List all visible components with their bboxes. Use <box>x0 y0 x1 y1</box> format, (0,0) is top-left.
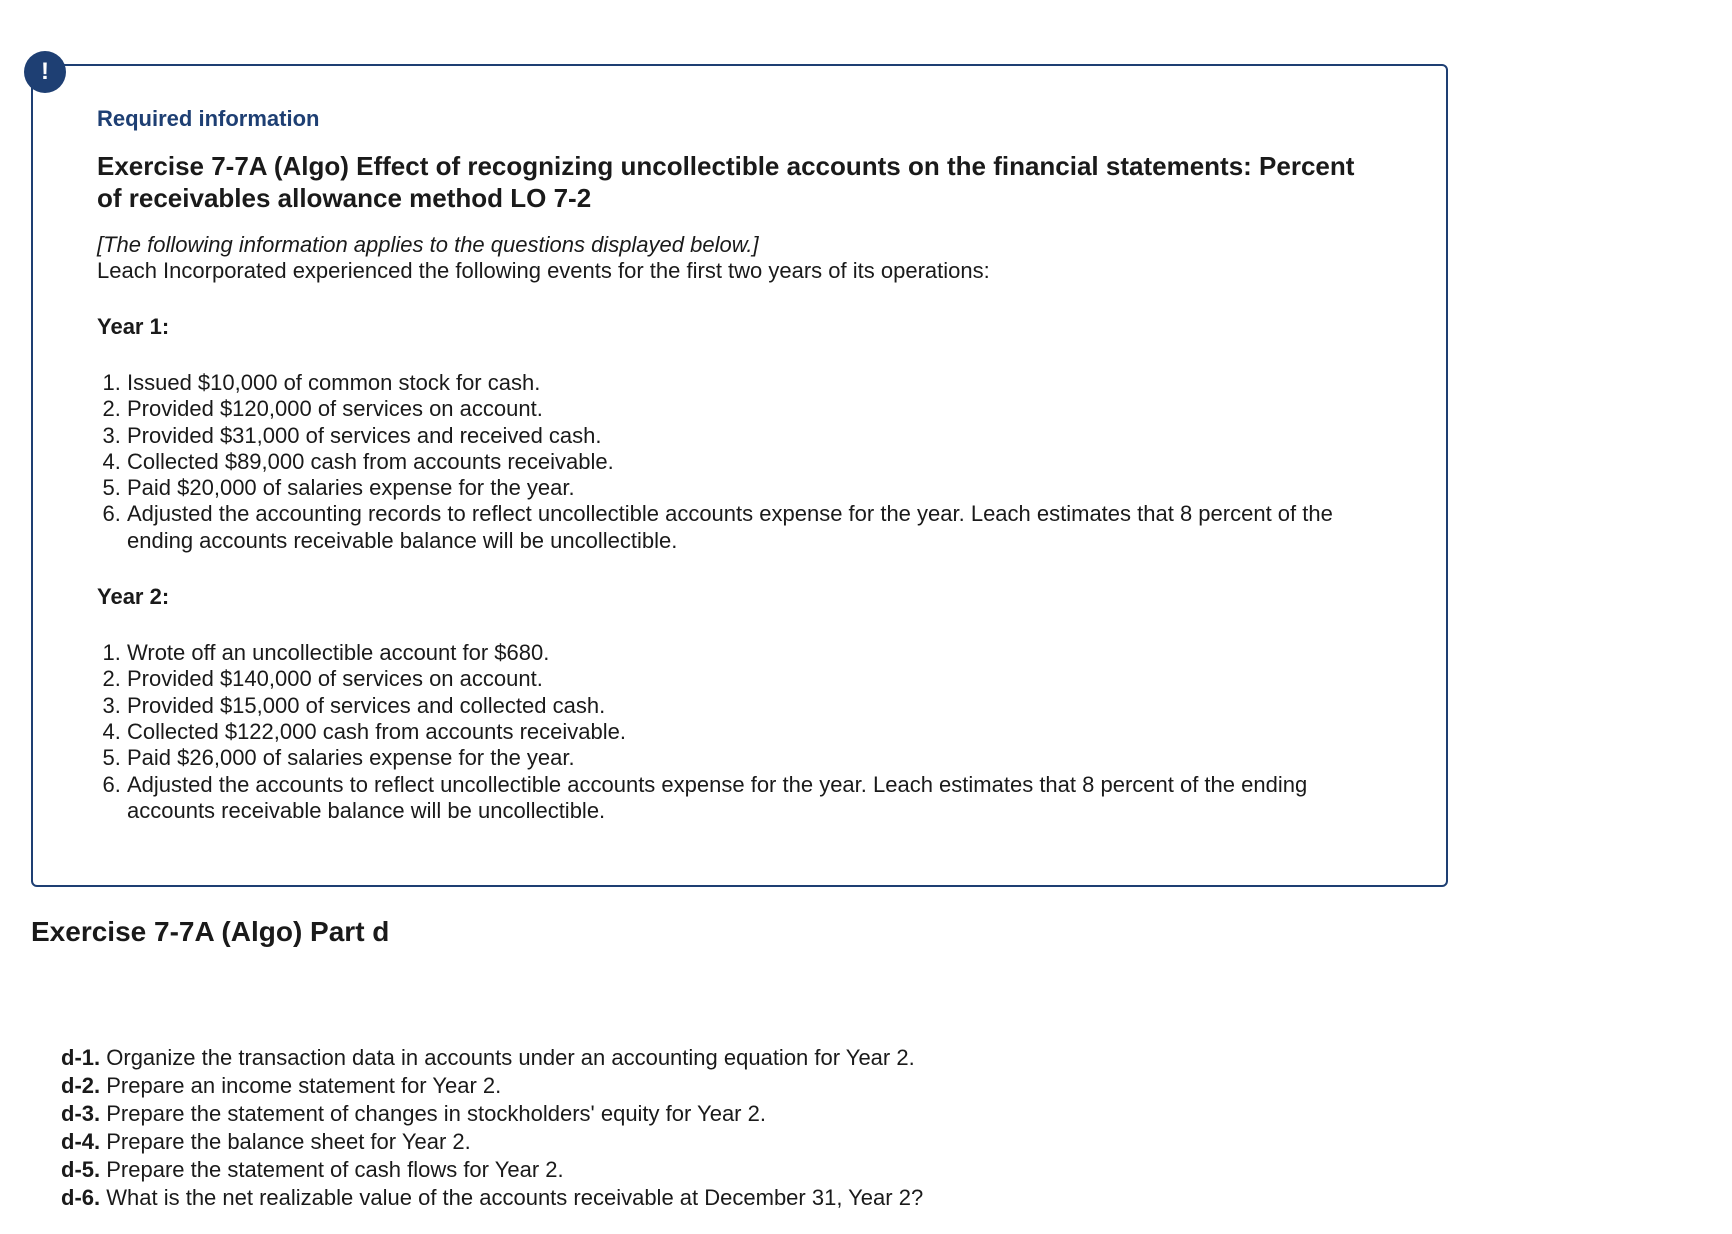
alert-icon: ! <box>24 51 66 93</box>
year1-events-list <box>97 370 1386 554</box>
list-item: 1. Wrote off an uncollectible account for $680. <box>127 640 1386 666</box>
task-list <box>61 1044 923 1212</box>
intro-note: [The following information applies to the questions displayed below.] <box>97 232 759 257</box>
list-item: 5. Paid $20,000 of salaries expense for the year. <box>127 475 1386 501</box>
list-item: 6. Adjusted the accounts to reflect uncollectible accounts expense for the year. Leach estimates that 8 percent of the ending accounts receivable balance will be uncollectible. <box>127 772 1386 825</box>
task-label: d-1. <box>61 1045 101 1070</box>
required-information-content <box>97 104 1386 824</box>
list-item: 2. Provided $120,000 of services on account. <box>127 396 1386 422</box>
task-label: d-2. <box>61 1073 101 1098</box>
task-item <box>61 1156 923 1184</box>
task-item <box>61 1128 923 1156</box>
year1-heading: Year 1: <box>97 314 170 339</box>
list-item: 3. Provided $31,000 of services and received cash. <box>127 423 1386 449</box>
list-item: 1. Issued $10,000 of common stock for cash. <box>127 370 1386 396</box>
task-item <box>61 1044 923 1072</box>
list-item: 5. Paid $26,000 of salaries expense for the year. <box>127 745 1386 771</box>
task-text: Prepare the balance sheet for Year 2. <box>106 1129 471 1154</box>
task-item <box>61 1072 923 1100</box>
task-label: d-6. <box>61 1185 101 1210</box>
required-information-label: Required information <box>97 106 320 131</box>
year2-events-list <box>97 640 1386 824</box>
required-information-box <box>31 64 1448 887</box>
task-label: d-4. <box>61 1129 101 1154</box>
task-text: Organize the transaction data in accounts under an accounting equation for Year 2. <box>106 1045 915 1070</box>
list-item: 3. Provided $15,000 of services and collected cash. <box>127 693 1386 719</box>
list-item: 4. Collected $89,000 cash from accounts receivable. <box>127 449 1386 475</box>
part-title: Exercise 7-7A (Algo) Part d <box>31 916 390 947</box>
list-item: 4. Collected $122,000 cash from accounts receivable. <box>127 719 1386 745</box>
intro-text: Leach Incorporated experienced the following events for the first two years of its operations: <box>97 258 990 283</box>
task-text: Prepare the statement of changes in stockholders' equity for Year 2. <box>106 1101 766 1126</box>
task-text: What is the net realizable value of the accounts receivable at December 31, Year 2? <box>106 1185 924 1210</box>
task-text: Prepare an income statement for Year 2. <box>106 1073 502 1098</box>
task-item <box>61 1184 923 1212</box>
list-item: 6. Adjusted the accounting records to reflect uncollectible accounts expense for the year. Leach estimates that 8 percent of the ending accounts receivable balance will be uncollectible. <box>127 501 1386 554</box>
task-label: d-5. <box>61 1157 101 1182</box>
year2-heading: Year 2: <box>97 584 170 610</box>
task-label: d-3. <box>61 1101 101 1126</box>
task-text: Prepare the statement of cash flows for Year 2. <box>106 1157 564 1182</box>
exercise-title: Exercise 7-7A (Algo) Effect of recognizing uncollectible accounts on the financial statements: Percent of receivables allowance method LO 7-2 <box>97 151 1355 213</box>
list-item: 2. Provided $140,000 of services on account. <box>127 666 1386 692</box>
task-item <box>61 1100 923 1128</box>
